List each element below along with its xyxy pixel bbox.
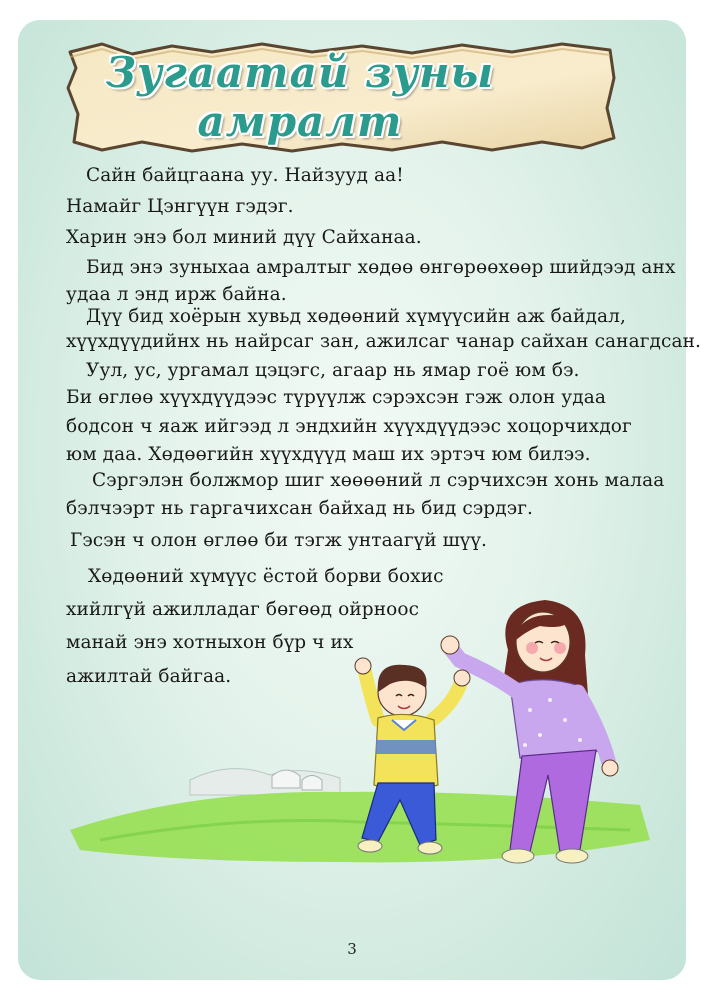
page-number: 3 xyxy=(347,940,357,958)
text-line: Уул, ус, ургамал цэцэгс, агаар нь ямар гоё юм бэ. xyxy=(86,360,580,381)
page-title: Зугаатай зуны амралт xyxy=(105,48,495,146)
text-line: Гэсэн ч олон өглөө би тэгж унтаагүй шүү. xyxy=(70,530,488,551)
text-line: Сэргэлэн болжмор шиг хөөөөний л сэрчихсэн хонь малаа xyxy=(92,470,665,491)
text-line: бэлчээрт нь гаргачихсан байхад нь бид сэрдэг. xyxy=(66,498,533,519)
text-line: хүүхдүүдийнх нь найрсаг зан, ажилсаг чанар сайхан санагдсан. xyxy=(66,331,702,352)
text-line: ажилтай байгаа. xyxy=(66,666,232,687)
text-line: Намайг Цэнгүүн гэдэг. xyxy=(66,196,294,217)
text-line: манай энэ хотныхон бүр ч их xyxy=(66,632,354,653)
text-line: юм даа. Хөдөөгийн хүүхдүүд маш их эртэч юм билээ. xyxy=(66,444,591,465)
text-line: бодсон ч яаж ийгээд л эндхийн хүүхдүүдээс хоцорчихдог xyxy=(66,416,632,437)
text-line: Бид энэ зуныхаа амралтыг хөдөө өнгөрөөхөөр шийдээд анх xyxy=(86,257,676,278)
children-illustration xyxy=(40,600,660,900)
text-line: Сайн байцгаана уу. Найзууд аа! xyxy=(86,165,404,186)
text-line: удаа л энд ирж байна. xyxy=(66,284,287,305)
text-line: Хөдөөний хүмүүс ёстой борви бохис xyxy=(88,566,444,587)
text-line: Харин энэ бол миний дүү Сайханаа. xyxy=(66,227,422,248)
text-line: Дүү бид хоёрын хувьд хөдөөний хүмүүсийн аж байдал, xyxy=(86,306,626,327)
text-line: Би өглөө хүүхдүүдээс түрүүлж сэрэхсэн гэж олон удаа xyxy=(66,387,606,408)
text-line: хийлгүй ажилладаг бөгөөд ойрноос xyxy=(66,599,420,620)
